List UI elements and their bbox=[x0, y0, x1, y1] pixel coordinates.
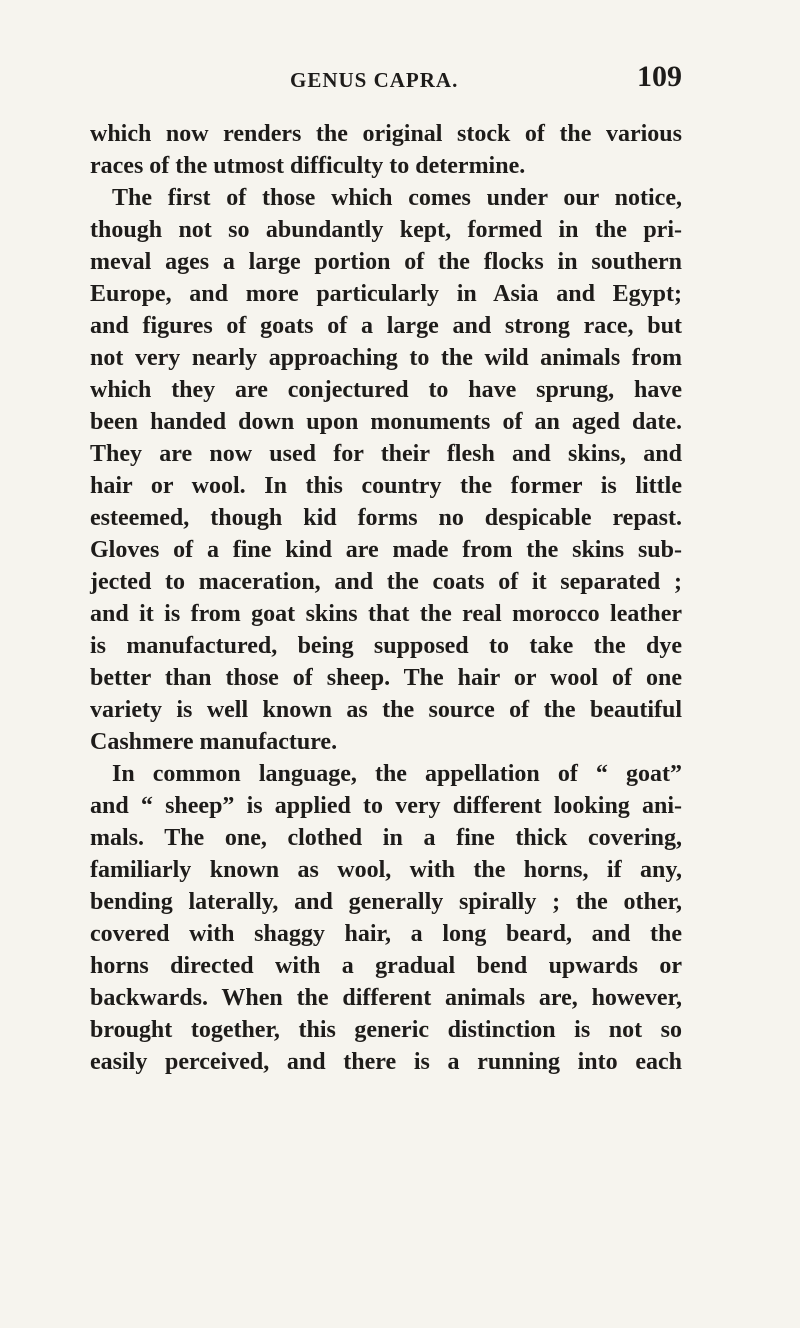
text-line: backwards. When the different animals are, however, bbox=[90, 985, 682, 1011]
text-line: which now renders the original stock of the various bbox=[90, 121, 682, 147]
text-line: familiarly known as wool, with the horns, if any, bbox=[90, 857, 682, 883]
text-line: and figures of goats of a large and strong race, but bbox=[90, 313, 682, 339]
text-line: hair or wool. In this country the former is little bbox=[90, 473, 682, 499]
text-line: horns directed with a gradual bend upwards or bbox=[90, 953, 682, 979]
text-line: and it is from goat skins that the real morocco leather bbox=[90, 601, 682, 627]
page-number: 109 bbox=[637, 60, 682, 93]
text-line: not very nearly approaching to the wild animals from bbox=[90, 345, 682, 371]
text-line: variety is well known as the source of the beautiful bbox=[90, 697, 682, 723]
text-line: Europe, and more particularly in Asia and Egypt; bbox=[90, 281, 682, 307]
text-line: They are now used for their flesh and skins, and bbox=[90, 441, 682, 467]
text-line: though not so abundantly kept, formed in the pri- bbox=[90, 217, 682, 243]
text-line: jected to maceration, and the coats of it separated ; bbox=[90, 569, 682, 595]
text-line: been handed down upon monuments of an aged date. bbox=[90, 409, 682, 435]
body-text bbox=[90, 118, 682, 1078]
text-line: Gloves of a fine kind are made from the skins sub- bbox=[90, 537, 682, 563]
text-line: meval ages a large portion of the flocks in southern bbox=[90, 249, 682, 275]
running-title: GENUS CAPRA. bbox=[290, 68, 459, 92]
text-line: and “ sheep” is applied to very different looking ani- bbox=[90, 793, 682, 819]
text-line: Cashmere manufacture. bbox=[90, 729, 338, 755]
text-line: which they are conjectured to have sprung, have bbox=[90, 377, 682, 403]
text-line: mals. The one, clothed in a fine thick covering, bbox=[90, 825, 682, 851]
text-line: easily perceived, and there is a running into each bbox=[90, 1049, 682, 1075]
text-line: brought together, this generic distinction is not so bbox=[90, 1017, 682, 1043]
text-line: races of the utmost difficulty to determine. bbox=[90, 153, 526, 179]
text-line: covered with shaggy hair, a long beard, and the bbox=[90, 921, 682, 947]
text-line: esteemed, though kid forms no despicable repast. bbox=[90, 505, 682, 531]
text-line: better than those of sheep. The hair or wool of one bbox=[90, 665, 682, 691]
text-line: bending laterally, and generally spirally ; the other, bbox=[90, 889, 682, 915]
running-head bbox=[90, 58, 682, 98]
text-line: In common language, the appellation of “ goat” bbox=[112, 761, 682, 787]
text-line: The first of those which comes under our notice, bbox=[112, 185, 682, 211]
text-line: is manufactured, being supposed to take the dye bbox=[90, 633, 682, 659]
